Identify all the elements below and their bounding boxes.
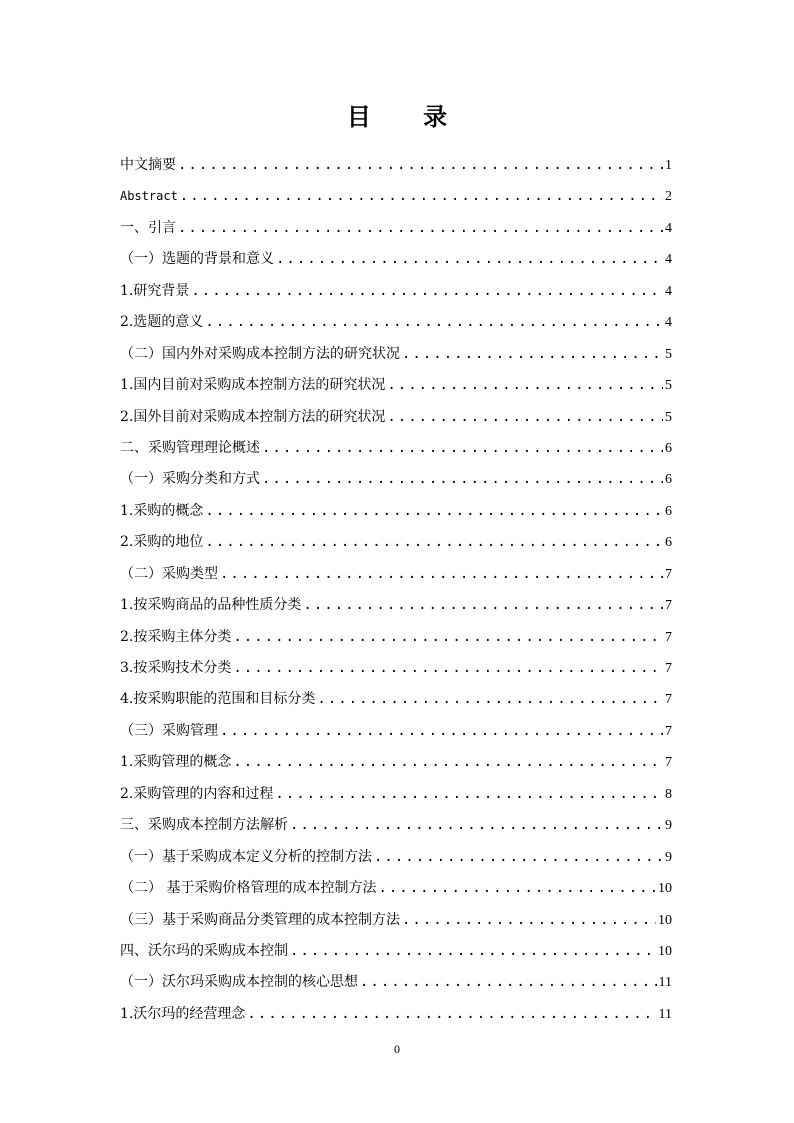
toc-entry-label: 4.按采购职能的范围和目标分类 bbox=[120, 691, 316, 708]
toc-entry[interactable] bbox=[120, 999, 672, 1030]
toc-entry-page-number: 11 bbox=[658, 1006, 672, 1022]
toc-entry-label: 1.研究背景 bbox=[120, 282, 190, 299]
dot-leader bbox=[317, 684, 663, 715]
toc-entry[interactable] bbox=[120, 276, 672, 307]
toc-entry-label: （一）沃尔玛采购成本控制的核心思想 bbox=[120, 974, 358, 991]
toc-entry-page-number: 1 bbox=[665, 158, 672, 173]
toc-entry-label: （一）采购分类和方式 bbox=[120, 471, 260, 488]
toc-entry[interactable] bbox=[120, 464, 672, 495]
dot-leader bbox=[178, 213, 663, 244]
toc-entry-page-number: 7 bbox=[665, 566, 672, 582]
toc-entry[interactable] bbox=[120, 213, 672, 244]
toc-entry-label: 四、沃尔玛的采购成本控制 bbox=[120, 942, 288, 959]
toc-entry[interactable] bbox=[120, 842, 672, 873]
toc-entry-page-number: 10 bbox=[658, 943, 672, 959]
toc-entry-page-number: 7 bbox=[665, 598, 672, 614]
dot-leader bbox=[378, 873, 656, 904]
toc-entry-page-number: 7 bbox=[665, 723, 672, 739]
toc-entry[interactable] bbox=[120, 307, 672, 338]
dot-leader bbox=[205, 307, 663, 338]
toc-entry-page-number: 4 bbox=[665, 315, 672, 331]
toc-entry-label: 2.按采购主体分类 bbox=[120, 628, 232, 645]
toc-entry[interactable] bbox=[120, 150, 672, 181]
toc-entry-page-number: 4 bbox=[665, 220, 672, 236]
toc-entry[interactable] bbox=[120, 496, 672, 527]
toc-entry-label: 2.选题的意义 bbox=[120, 314, 204, 331]
dot-leader bbox=[387, 402, 663, 433]
toc-entry-page-number: 6 bbox=[665, 472, 672, 488]
toc-entry-page-number: 6 bbox=[665, 503, 672, 519]
dot-leader bbox=[233, 747, 663, 778]
toc-entry-page-number: 8 bbox=[665, 786, 672, 802]
toc-entry-label: （一）选题的背景和意义 bbox=[120, 251, 274, 268]
toc-entry[interactable] bbox=[120, 622, 672, 653]
dot-leader bbox=[180, 181, 663, 212]
toc-entry-label: （二） 基于采购价格管理的成本控制方法 bbox=[120, 880, 377, 897]
toc-entry[interactable] bbox=[120, 181, 672, 212]
page-title: 目 录 bbox=[346, 102, 470, 131]
dot-leader bbox=[303, 590, 663, 621]
dot-leader bbox=[205, 496, 663, 527]
toc-entry-page-number: 5 bbox=[665, 409, 672, 425]
dot-leader bbox=[262, 433, 663, 464]
toc-entry[interactable] bbox=[120, 967, 672, 998]
toc-entry-label: 中文摘要 bbox=[120, 157, 176, 173]
toc-entry-page-number: 6 bbox=[665, 535, 672, 551]
toc-entry-label: （三）采购管理 bbox=[120, 722, 218, 739]
dot-leader bbox=[275, 779, 663, 810]
toc-entry-label: 2.采购的地位 bbox=[120, 534, 204, 551]
toc-entry-label: 1.国内目前对采购成本控制方法的研究状况 bbox=[120, 377, 386, 394]
toc-entry-page-number: 6 bbox=[665, 440, 672, 456]
dot-leader bbox=[191, 276, 663, 307]
dot-leader bbox=[374, 842, 663, 873]
dot-leader bbox=[233, 622, 663, 653]
dot-leader bbox=[290, 936, 656, 967]
toc-entry[interactable] bbox=[120, 905, 672, 936]
toc-entry[interactable] bbox=[120, 684, 672, 715]
dot-leader bbox=[205, 527, 663, 558]
toc-entry[interactable] bbox=[120, 590, 672, 621]
dot-leader bbox=[387, 370, 663, 401]
dot-leader bbox=[402, 905, 656, 936]
toc-entry-label: 二、采购管理理论概述 bbox=[120, 439, 260, 456]
toc-entry[interactable] bbox=[120, 244, 672, 275]
toc-entry-page-number: 10 bbox=[658, 881, 672, 897]
toc-entry[interactable] bbox=[120, 873, 672, 904]
toc-entry[interactable] bbox=[120, 402, 672, 433]
toc-entry-label: 3.按采购技术分类 bbox=[120, 660, 232, 676]
toc-entry-page-number: 7 bbox=[665, 629, 672, 645]
toc-entry-page-number: 4 bbox=[665, 283, 672, 299]
toc-entry[interactable] bbox=[120, 747, 672, 778]
toc-entry-label: 1.采购管理的概念 bbox=[120, 754, 232, 771]
toc-entry-page-number: 9 bbox=[665, 818, 672, 834]
dot-leader bbox=[262, 464, 663, 495]
toc-entry-page-number: 7 bbox=[665, 661, 672, 676]
toc-entry-label: 1.沃尔玛的经营理念 bbox=[120, 1005, 246, 1022]
toc-entry[interactable] bbox=[120, 370, 672, 401]
toc-entry-page-number: 4 bbox=[665, 252, 672, 268]
table-of-contents bbox=[120, 150, 672, 1030]
toc-entry-label: Abstract bbox=[120, 189, 178, 204]
toc-entry[interactable] bbox=[120, 653, 672, 684]
page-number: 0 bbox=[394, 1042, 400, 1056]
toc-entry-label: 2.国外目前对采购成本控制方法的研究状况 bbox=[120, 408, 386, 425]
toc-entry[interactable] bbox=[120, 716, 672, 747]
toc-entry-label: （二）国内外对采购成本控制方法的研究状况 bbox=[120, 345, 400, 362]
toc-entry-label: 1.采购的概念 bbox=[120, 502, 204, 519]
toc-entry-label: 1.按采购商品的品种性质分类 bbox=[120, 597, 302, 614]
dot-leader bbox=[276, 244, 663, 275]
toc-entry-label: 2.采购管理的内容和过程 bbox=[120, 785, 274, 802]
dot-leader bbox=[402, 339, 663, 370]
toc-entry[interactable] bbox=[120, 339, 672, 370]
toc-entry-label: （三）基于采购商品分类管理的成本控制方法 bbox=[120, 911, 400, 928]
toc-entry[interactable] bbox=[120, 559, 672, 590]
toc-entry-label: 一、引言 bbox=[120, 219, 176, 236]
toc-entry-page-number: 2 bbox=[665, 189, 672, 205]
dot-leader bbox=[233, 653, 663, 684]
toc-entry-page-number: 11 bbox=[658, 975, 672, 991]
toc-entry-label: 三、采购成本控制方法解析 bbox=[120, 817, 288, 834]
toc-entry-page-number: 5 bbox=[665, 378, 672, 394]
toc-entry-page-number: 9 bbox=[665, 849, 672, 865]
toc-entry-page-number: 7 bbox=[665, 755, 672, 771]
dot-leader bbox=[178, 150, 663, 181]
toc-entry[interactable] bbox=[120, 527, 672, 558]
toc-entry-page-number: 7 bbox=[665, 692, 672, 708]
toc-entry-label: （一）基于采购成本定义分析的控制方法 bbox=[120, 848, 372, 865]
dot-leader bbox=[220, 559, 663, 590]
dot-leader bbox=[290, 810, 663, 841]
dot-leader bbox=[360, 967, 657, 998]
toc-entry-page-number: 10 bbox=[658, 912, 672, 928]
toc-entry[interactable] bbox=[120, 779, 672, 810]
toc-entry[interactable] bbox=[120, 936, 672, 967]
toc-entry[interactable] bbox=[120, 810, 672, 841]
toc-entry-page-number: 5 bbox=[665, 346, 672, 362]
dot-leader bbox=[220, 716, 663, 747]
toc-entry[interactable] bbox=[120, 433, 672, 464]
toc-entry-label: （二）采购类型 bbox=[120, 565, 218, 582]
dot-leader bbox=[247, 999, 656, 1030]
